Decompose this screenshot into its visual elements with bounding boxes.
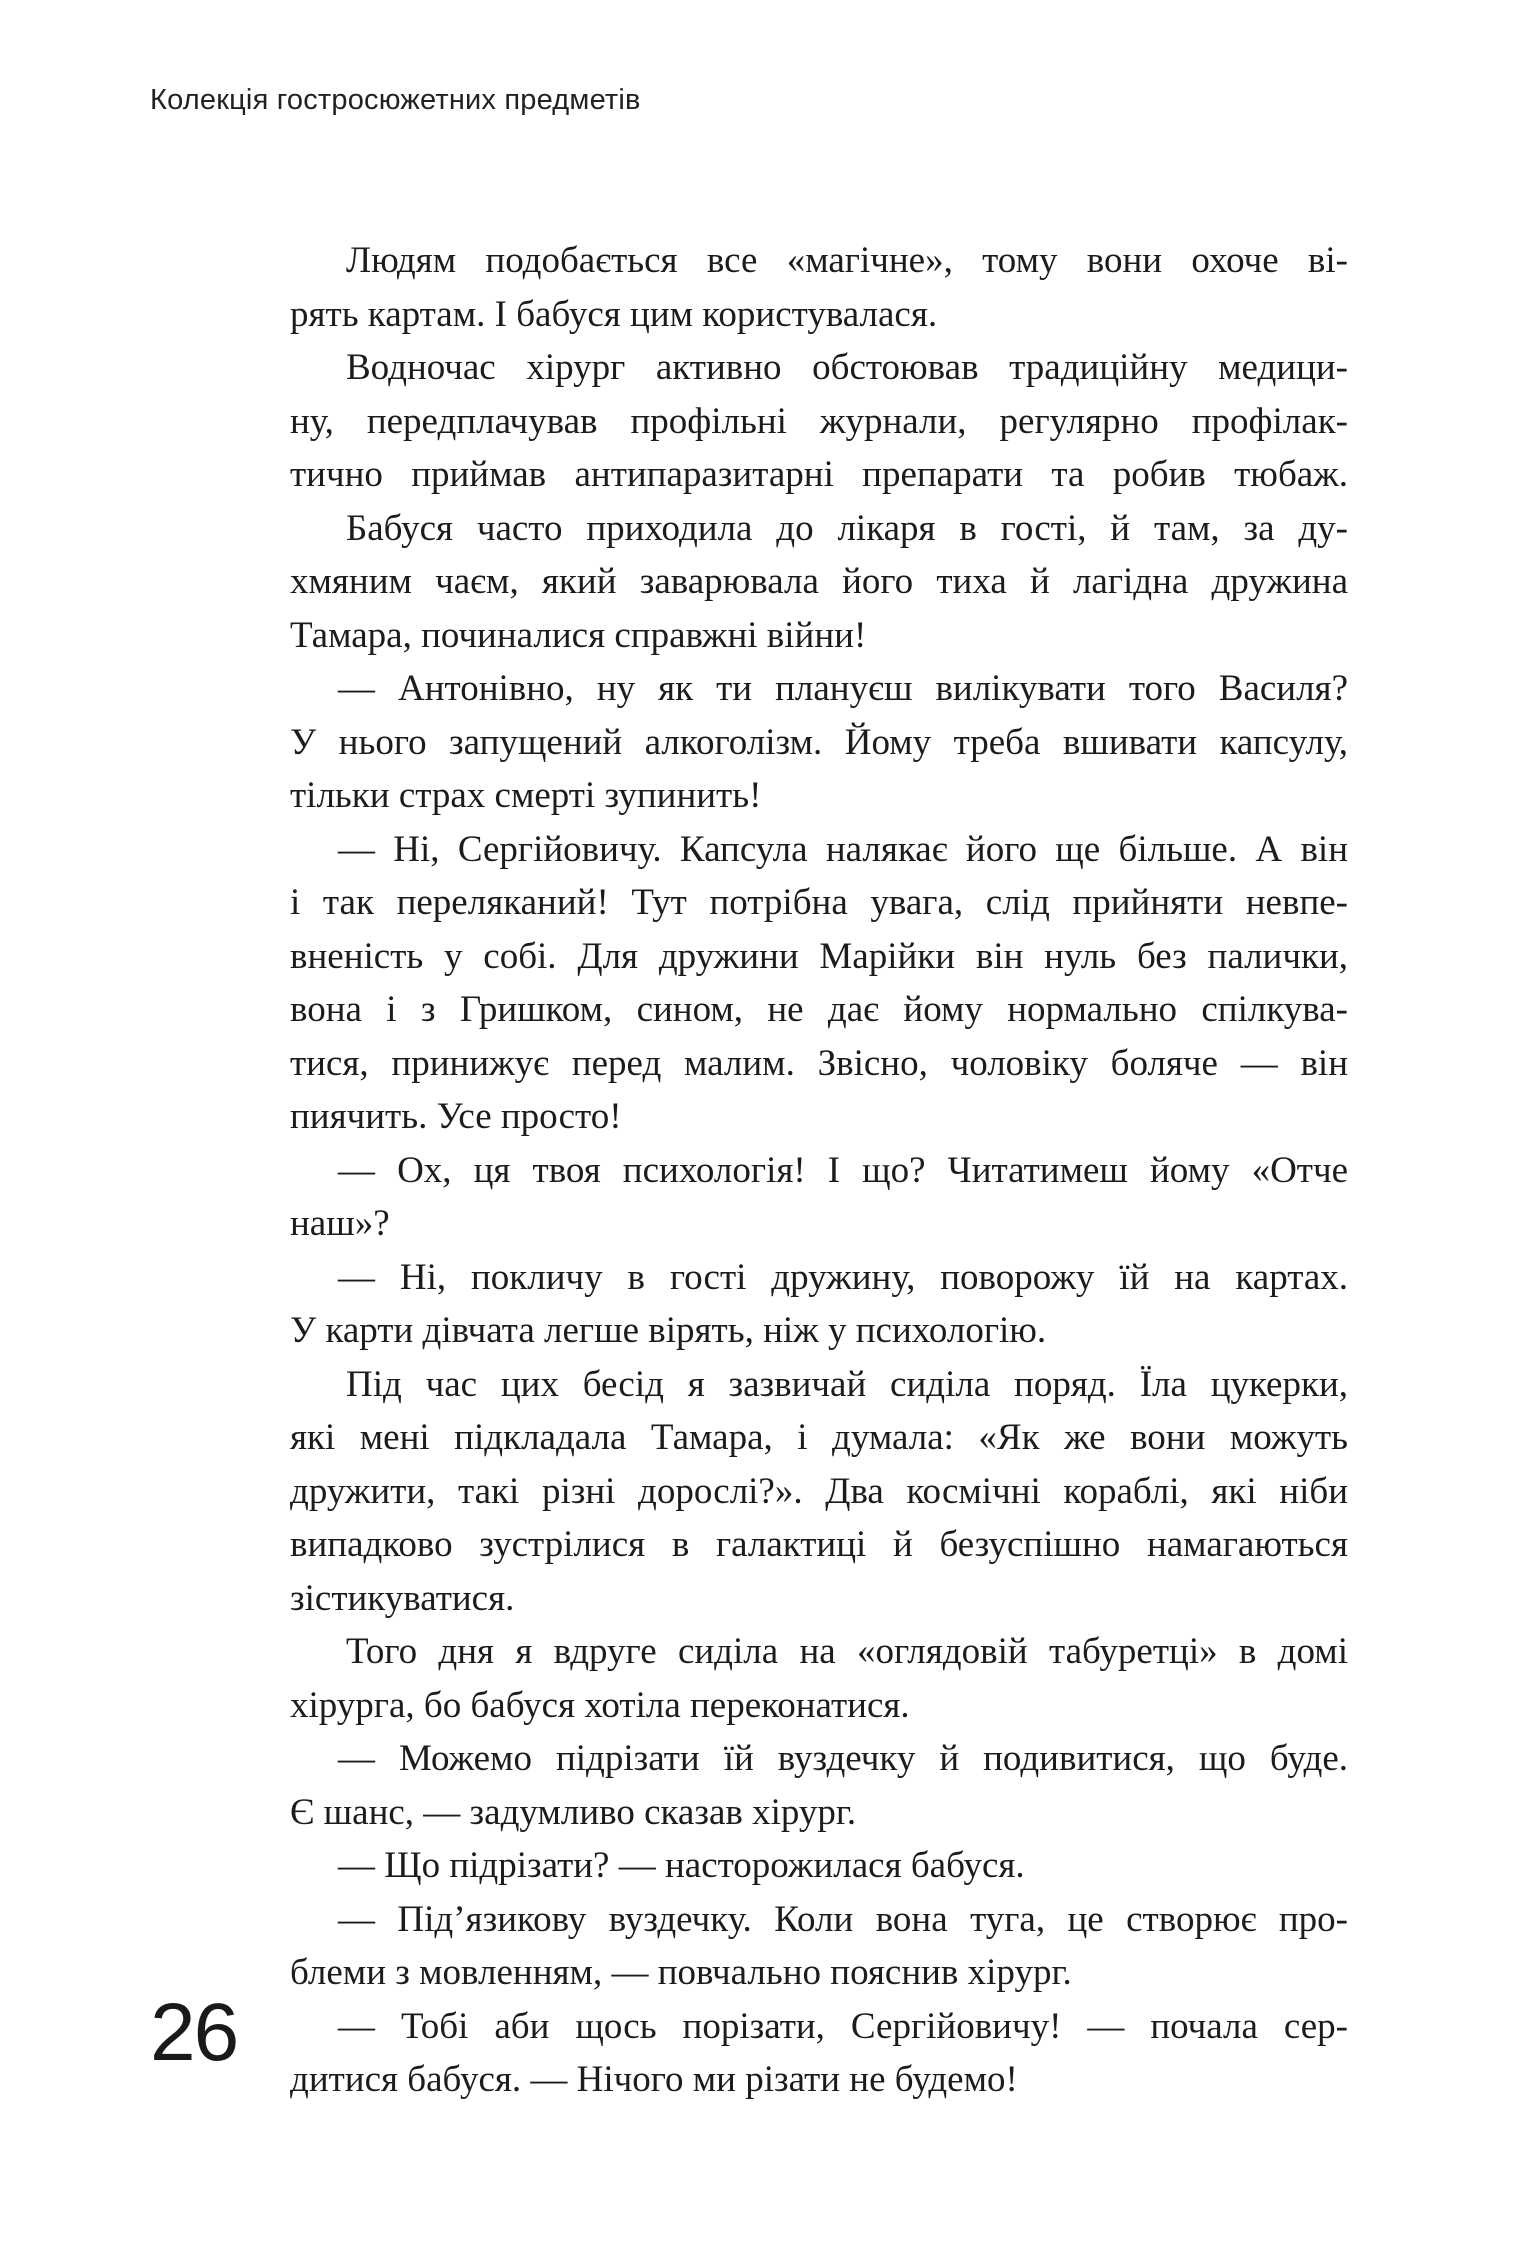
- text-line: — Антонівно, ну як ти плануєш вилікувати того Василя?: [338, 668, 1348, 709]
- text-line: пиячить. Усе просто!: [290, 1096, 622, 1137]
- page-number: 26: [150, 1987, 238, 2078]
- text-line: Того дня я вдруге сиділа на «оглядовій табуретці» в домі: [346, 1631, 1348, 1672]
- text-line: дитися бабуся. — Нічого ми різати не будемо!: [290, 2059, 1018, 2100]
- text-line: Водночас хірург активно обстоював традиційну медици-: [346, 347, 1348, 388]
- text-line: зістикуватися.: [290, 1577, 515, 1619]
- text-line: — Що підрізати? — насторожилася бабуся.: [338, 1845, 1025, 1886]
- text-line: рять картам. І бабуся цим користувалася.: [290, 293, 938, 335]
- text-line: тися, принижує перед малим. Звісно, чоловіку боляче — він: [290, 1042, 1348, 1084]
- text-line: хірурга, бо бабуся хотіла переконатися.: [290, 1684, 910, 1726]
- text-line: які мені підкладала Тамара, і думала: «Як же вони можуть: [290, 1417, 1348, 1458]
- text-line: — Ох, ця твоя психологія! І що? Читатимеш йому «Отче: [338, 1149, 1348, 1191]
- text-line: блеми з мовленням, — повчально пояснив хірург.: [290, 1952, 1072, 1993]
- text-line: — Ні, покличу в гості дружину, поворожу їй на картах.: [338, 1256, 1348, 1298]
- text-line: — Ні, Сергійовичу. Капсула налякає його ще більше. А він: [338, 828, 1348, 870]
- text-line: У карти дівчата легше вірять, ніж у психологію.: [290, 1310, 1047, 1351]
- text-line: — Тобі аби щось порізати, Сергійовичу! — почала сер-: [338, 2005, 1348, 2047]
- running-head: Колекція гостросюжетних предметів: [150, 84, 641, 116]
- text-line: — Можемо підрізати їй вуздечку й подивитися, що буде.: [338, 1738, 1348, 1779]
- text-line: тільки страх смерті зупинить!: [290, 775, 762, 816]
- text-line: вненість у собі. Для дружини Марійки він нуль без палички,: [290, 935, 1348, 977]
- text-line: Людям подобається все «магічне», тому вони охоче ві-: [346, 240, 1348, 281]
- text-line: Під час цих бесід я зазвичай сиділа поряд. Їла цукерки,: [346, 1363, 1348, 1405]
- text-line: Тамара, починалися справжні війни!: [290, 614, 867, 656]
- text-line: і так переляканий! Тут потрібна увага, слід прийняти невпе-: [290, 882, 1348, 923]
- text-line: Є шанс, — задумливо сказав хірург.: [290, 1791, 857, 1833]
- body-text: [290, 234, 1348, 2107]
- text-line: У нього запущений алкоголізм. Йому треба вшивати капсулу,: [290, 721, 1348, 763]
- text-line: Бабуся часто приходила до лікаря в гості, й там, за ду-: [346, 507, 1348, 549]
- text-line: вона і з Гришком, сином, не дає йому нормально спілкува-: [290, 989, 1348, 1030]
- text-line: дружити, такі різні дорослі?». Два космічні кораблі, які ніби: [290, 1470, 1348, 1512]
- text-line: наш»?: [290, 1203, 390, 1244]
- text-line: випадково зустрілися в галактиці й безуспішно намагаються: [290, 1524, 1348, 1565]
- text-line: — Під’язикову вуздечку. Коли вона туга, це створює про-: [338, 1898, 1348, 1940]
- text-line: ну, передплачував профільні журнали, регулярно профілак-: [290, 400, 1348, 442]
- text-line: тично приймав антипаразитарні препарати та робив тюбаж.: [290, 454, 1348, 495]
- text-line: хмяним чаєм, який заварювала його тиха й лагідна дружина: [290, 561, 1348, 602]
